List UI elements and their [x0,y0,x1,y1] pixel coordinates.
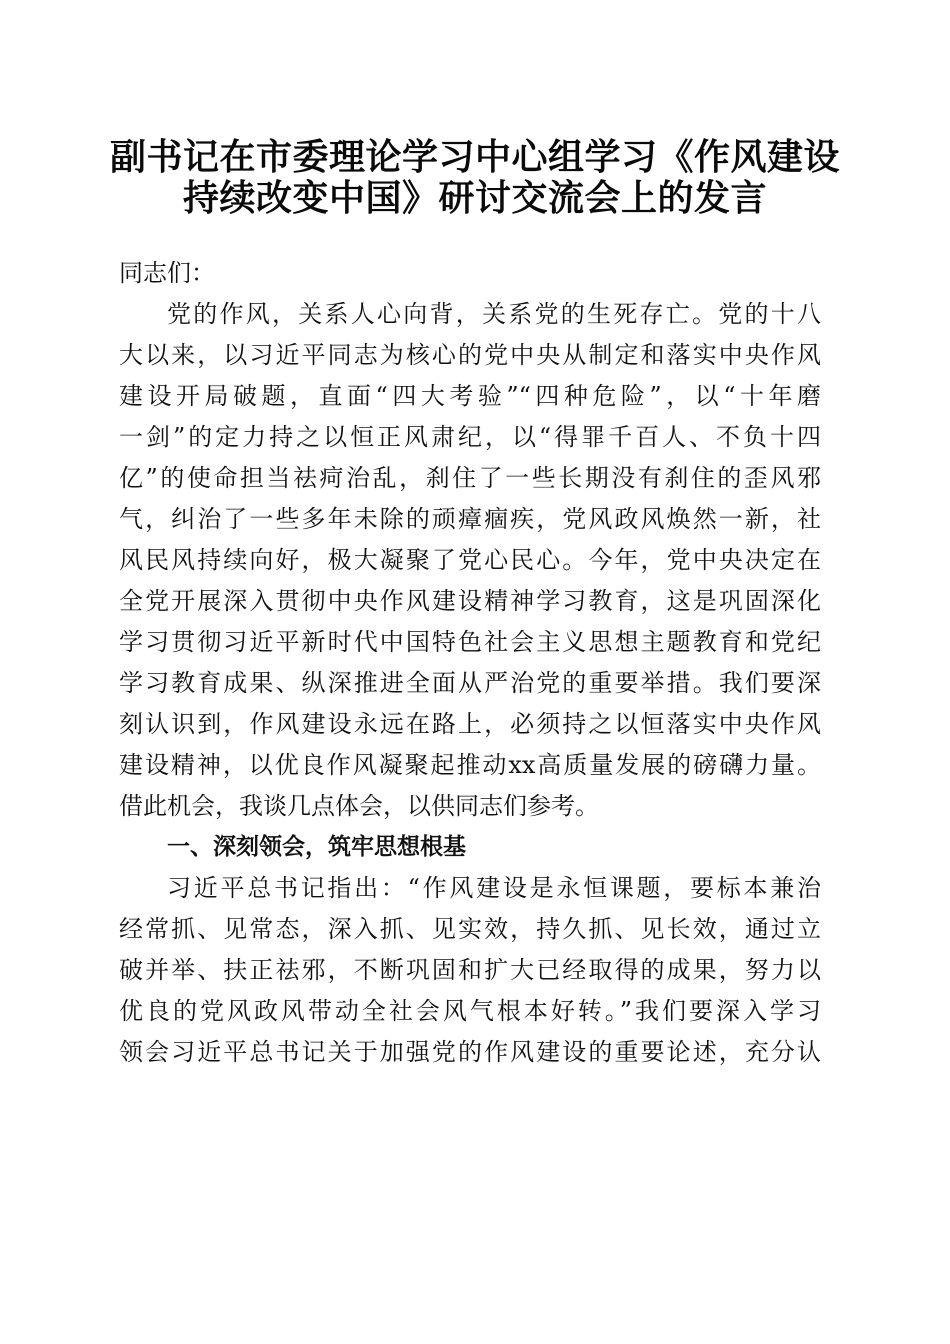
section-heading-1: 一、深刻领会，筑牢思想根基 [167,834,466,860]
paragraph-line: 亿”的使命担当祛疴治乱，刹住了一些长期没有刹住的歪风邪 [119,464,821,492]
title-line-2: 持续改变中国》研讨交流会上的发言 [182,177,767,219]
paragraph-line: 优良的党风政风带动全社会风气根本好转。”我们要深入学习 [119,997,821,1025]
paragraph-line: 一剑”的定力持之以恒正风肃纪，以“得罪千百人、不负十四 [119,423,821,451]
paragraph-line: 学习教育成果、纵深推进全面从严治党的重要举措。我们要深 [119,669,821,697]
paragraph-line: 党的作风，关系人心向背，关系党的生死存亡。党的十八 [167,300,821,328]
title-line-1: 副书记在市委理论学习中心组学习《作风建设 [109,136,840,178]
paragraph-line: 大以来，以习近平同志为核心的党中央从制定和落实中央作风 [119,341,821,369]
paragraph-line: 全党开展深入贯彻中央作风建设精神学习教育，这是巩固深化 [119,587,821,615]
paragraph-line: 建设开局破题，直面“四大考验”“四种危险”，以“十年磨 [119,382,821,410]
paragraph-line: 建设精神，以优良作风凝聚起推动xx高质量发展的磅礴力量。 [119,751,821,779]
paragraph-line: 习近平总书记指出：“作风建设是永恒课题，要标本兼治 [167,874,821,902]
paragraph-1 [119,294,821,827]
salutation: 同志们： [119,259,215,287]
paragraph-line: 气，纠治了一些多年未除的顽瘴痼疾，党风政风焕然一新，社 [119,505,821,533]
document-body [119,253,821,1073]
paragraph-line: 学习贯彻习近平新时代中国特色社会主义思想主题教育和党纪 [119,628,821,656]
paragraph-line: 借此机会，我谈几点体会，以供同志们参考。 [119,792,599,820]
paragraph-line: 破并举、扶正祛邪，不断巩固和扩大已经取得的成果，努力以 [119,956,821,984]
paragraph-line: 领会习近平总书记关于加强党的作风建设的重要论述，充分认 [119,1038,821,1066]
paragraph-line: 风民风持续向好，极大凝聚了党心民心。今年，党中央决定在 [119,546,821,574]
document-title [100,131,850,219]
paragraph-line: 经常抓、见常态，深入抓、见实效，持久抓、见长效，通过立 [119,915,821,943]
paragraph-line: 刻认识到，作风建设永远在路上，必须持之以恒落实中央作风 [119,710,821,738]
paragraph-2 [119,868,821,1073]
